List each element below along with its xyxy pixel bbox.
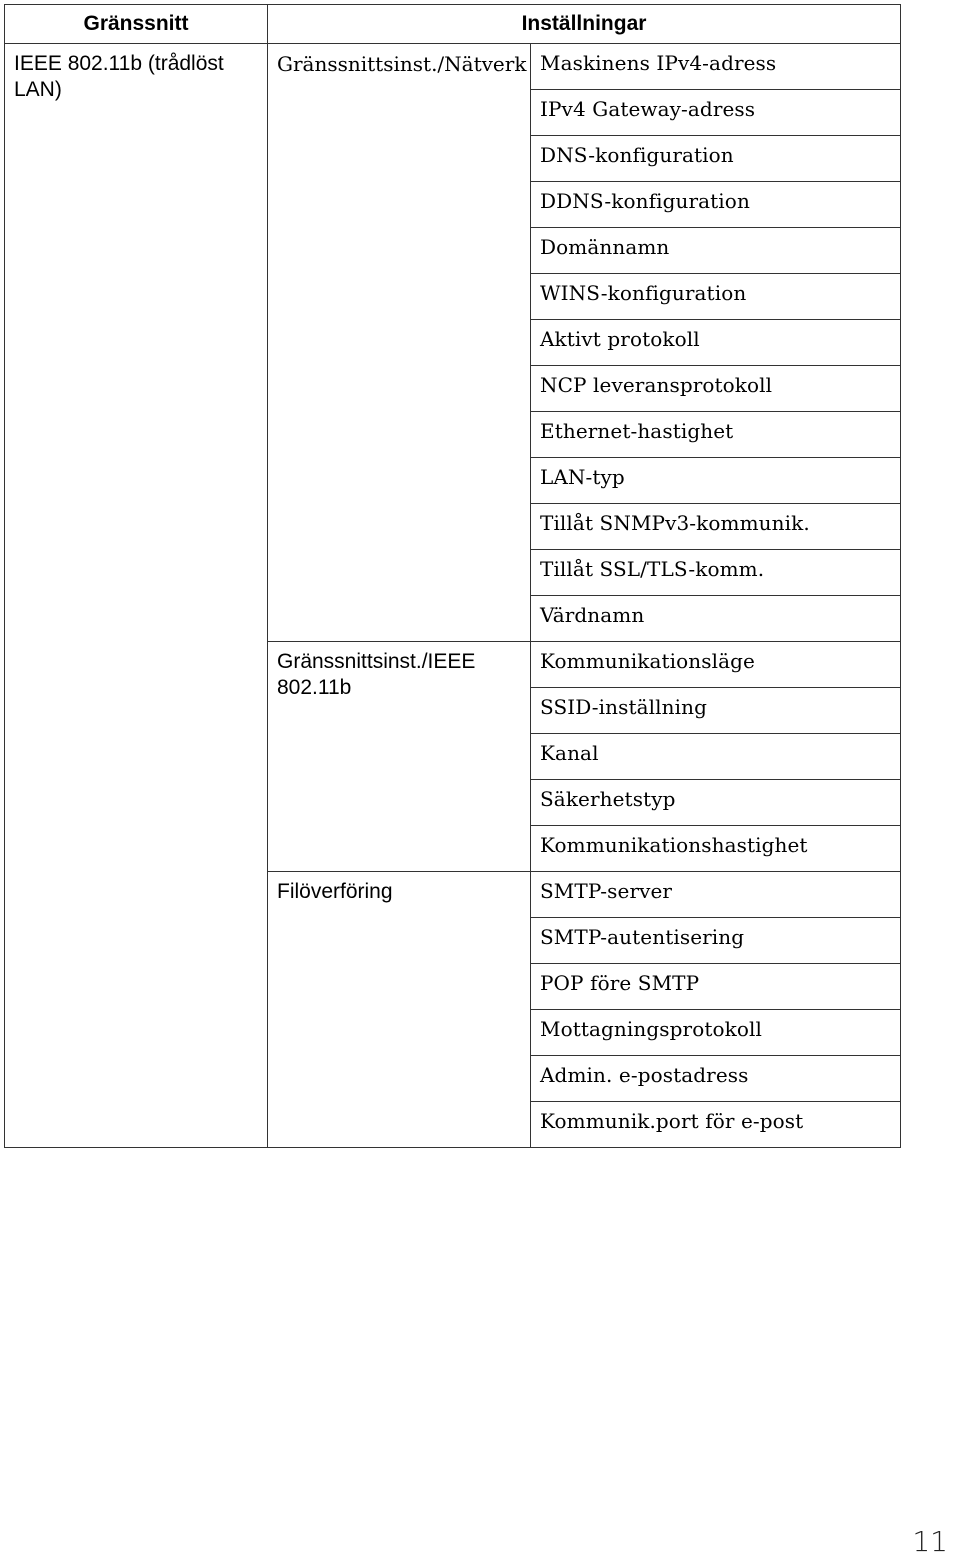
setting-cell: Tillåt SSL/TLS-komm.	[531, 550, 901, 596]
settings-table	[4, 4, 901, 1148]
setting-cell: DDNS-konfiguration	[531, 182, 901, 228]
interface-cell: IEEE 802.11b (trådlöst LAN)	[5, 44, 268, 1148]
setting-cell: Aktivt protokoll	[531, 320, 901, 366]
setting-cell: DNS-konfiguration	[531, 136, 901, 182]
setting-cell: SSID-inställning	[531, 688, 901, 734]
table-row	[5, 44, 901, 90]
setting-cell: SMTP-server	[531, 872, 901, 918]
menu-cell: Filöverföring	[268, 872, 531, 1148]
setting-cell: WINS-konfiguration	[531, 274, 901, 320]
menu-cell: Gränssnittsinst./Nätverk	[268, 44, 531, 642]
setting-cell: NCP leveransprotokoll	[531, 366, 901, 412]
setting-cell: LAN-typ	[531, 458, 901, 504]
setting-cell: Kanal	[531, 734, 901, 780]
setting-cell: Mottagningsprotokoll	[531, 1010, 901, 1056]
page-number: 11	[912, 1525, 948, 1558]
setting-cell: POP före SMTP	[531, 964, 901, 1010]
setting-cell: Kommunikationshastighet	[531, 826, 901, 872]
setting-cell: SMTP-autentisering	[531, 918, 901, 964]
setting-cell: Kommunikationsläge	[531, 642, 901, 688]
header-row	[5, 5, 901, 44]
header-settings: Inställningar	[268, 5, 901, 44]
menu-cell: Gränssnittsinst./IEEE 802.11b	[268, 642, 531, 872]
setting-cell: Admin. e-postadress	[531, 1056, 901, 1102]
setting-cell: Säkerhetstyp	[531, 780, 901, 826]
setting-cell: Ethernet-hastighet	[531, 412, 901, 458]
setting-cell: Värdnamn	[531, 596, 901, 642]
header-interface: Gränssnitt	[5, 5, 268, 44]
setting-cell: IPv4 Gateway-adress	[531, 90, 901, 136]
setting-cell: Kommunik.port för e-post	[531, 1102, 901, 1148]
setting-cell: Tillåt SNMPv3-kommunik.	[531, 504, 901, 550]
setting-cell: Domännamn	[531, 228, 901, 274]
setting-cell: Maskinens IPv4-adress	[531, 44, 901, 90]
